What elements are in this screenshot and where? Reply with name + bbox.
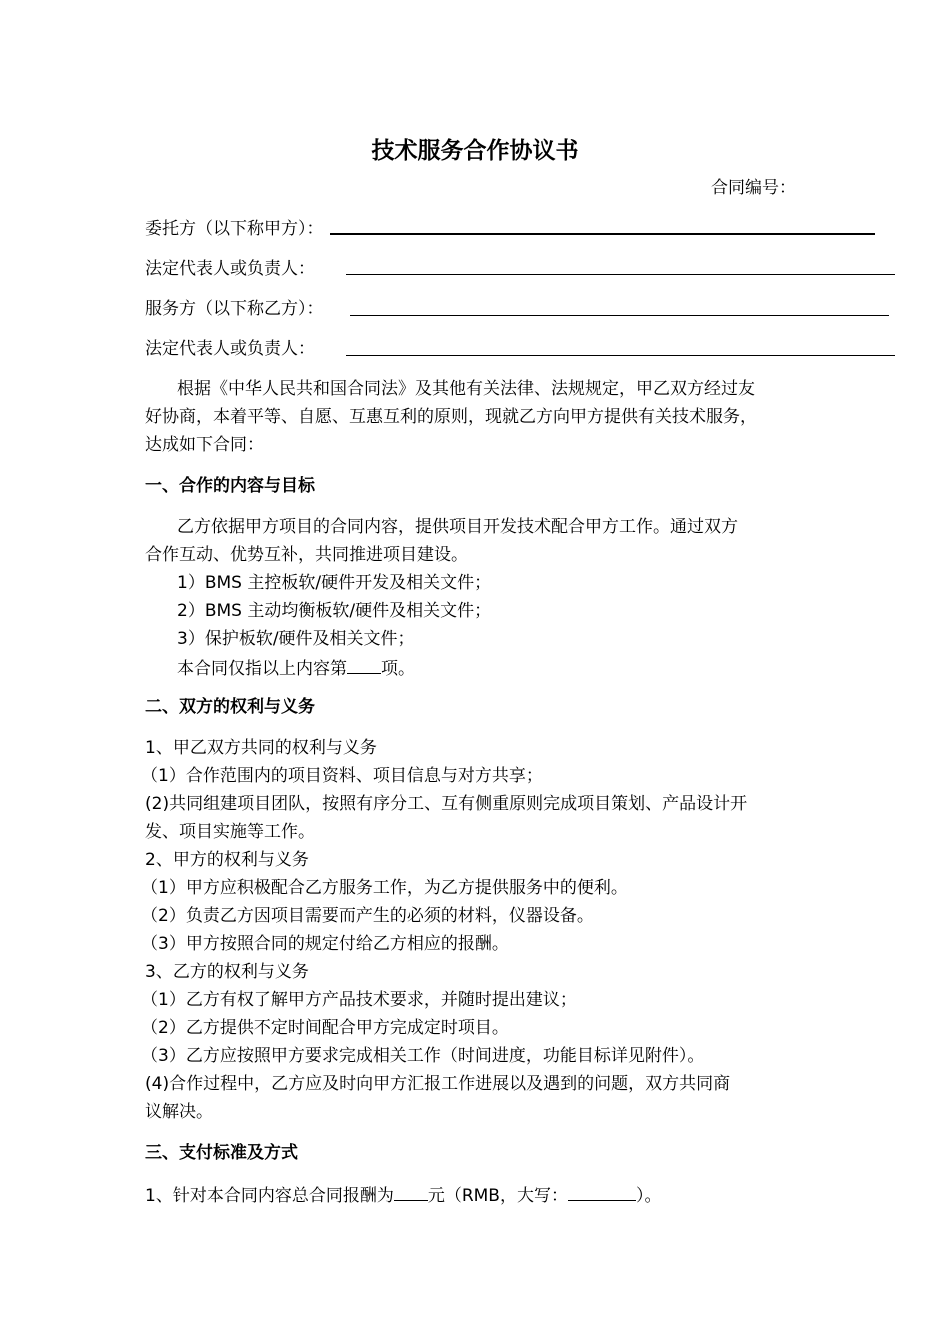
section2-line: （1）乙方有权了解甲方产品技术要求，并随时提出建议； — [141, 990, 577, 1010]
section2-line: （1）合作范围内的项目资料、项目信息与对方共享； — [141, 766, 543, 786]
section1-heading: 一、合作的内容与目标 — [145, 476, 315, 496]
provider-label: 服务方（以下称乙方）： — [145, 299, 324, 319]
section2-line: （1）甲方应积极配合乙方服务工作，为乙方提供服务中的便利。 — [141, 878, 628, 898]
section1-intro-line: 乙方依据甲方项目的合同内容，提供项目开发技术配合甲方工作。通过双方 — [177, 517, 738, 537]
payment-uppercase-blank — [568, 1184, 636, 1201]
scope-suffix: 项。 — [381, 659, 415, 679]
contract-number-label: 合同编号： — [711, 178, 796, 198]
section1-item: 3）保护板软/硬件及相关文件； — [177, 629, 415, 649]
payment-prefix: 1、针对本合同内容总合同报酬为 — [145, 1186, 394, 1206]
provider-blank-line — [350, 315, 889, 316]
payment-suffix: ）。 — [635, 1186, 662, 1206]
client-label: 委托方（以下称甲方）： — [145, 219, 324, 239]
section2-line: （2）乙方提供不定时间配合甲方完成定时项目。 — [141, 1018, 509, 1038]
client-representative-blank-line — [346, 274, 895, 275]
payment-amount-blank — [394, 1184, 428, 1201]
section2-line: （3）甲方按照合同的规定付给乙方相应的报酬。 — [141, 934, 509, 954]
section2-line: (2)共同组建项目团队，按照有序分工、互有侧重原则完成项目策划、产品设计开 — [145, 794, 748, 814]
section2-line: 发、项目实施等工作。 — [145, 822, 315, 842]
provider-representative-label: 法定代表人或负责人： — [145, 339, 315, 359]
scope-blank — [347, 657, 381, 674]
section2-line: （2）负责乙方因项目需要而产生的必须的材料，仪器设备。 — [141, 906, 594, 926]
section2-line: （3）乙方应按照甲方要求完成相关工作（时间进度，功能目标详见附件）。 — [141, 1046, 705, 1066]
section2-line: (4)合作过程中，乙方应及时向甲方汇报工作进展以及遇到的问题，双方共同商 — [145, 1074, 731, 1094]
scope-prefix: 本合同仅指以上内容第 — [177, 659, 347, 679]
section2-line: 3、乙方的权利与义务 — [145, 962, 309, 982]
section2-line: 2、甲方的权利与义务 — [145, 850, 309, 870]
payment-line — [145, 1184, 661, 1206]
client-blank-line — [330, 233, 875, 235]
preamble-line: 达成如下合同： — [145, 435, 264, 455]
preamble-line: 根据《中华人民共和国合同法》及其他有关法律、法规规定，甲乙双方经过友 — [177, 379, 755, 399]
section1-scope-line — [177, 657, 415, 679]
preamble-line: 好协商，本着平等、自愿、互惠互利的原则，现就乙方向甲方提供有关技术服务， — [145, 407, 757, 427]
payment-mid: 元（RMB，大写： — [427, 1186, 568, 1206]
section1-item: 1）BMS 主控板软/硬件开发及相关文件； — [177, 573, 492, 593]
section2-heading: 二、双方的权利与义务 — [145, 697, 315, 717]
section1-intro-line: 合作互动、优势互补，共同推进项目建设。 — [145, 545, 468, 565]
section3-heading: 三、支付标准及方式 — [145, 1143, 298, 1163]
section1-item: 2）BMS 主动均衡板软/硬件及相关文件； — [177, 601, 492, 621]
client-representative-label: 法定代表人或负责人： — [145, 259, 315, 279]
provider-representative-blank-line — [346, 355, 895, 356]
document-title: 技术服务合作协议书 — [371, 138, 579, 164]
section2-line: 议解决。 — [145, 1102, 213, 1122]
section2-line: 1、甲乙双方共同的权利与义务 — [145, 738, 377, 758]
